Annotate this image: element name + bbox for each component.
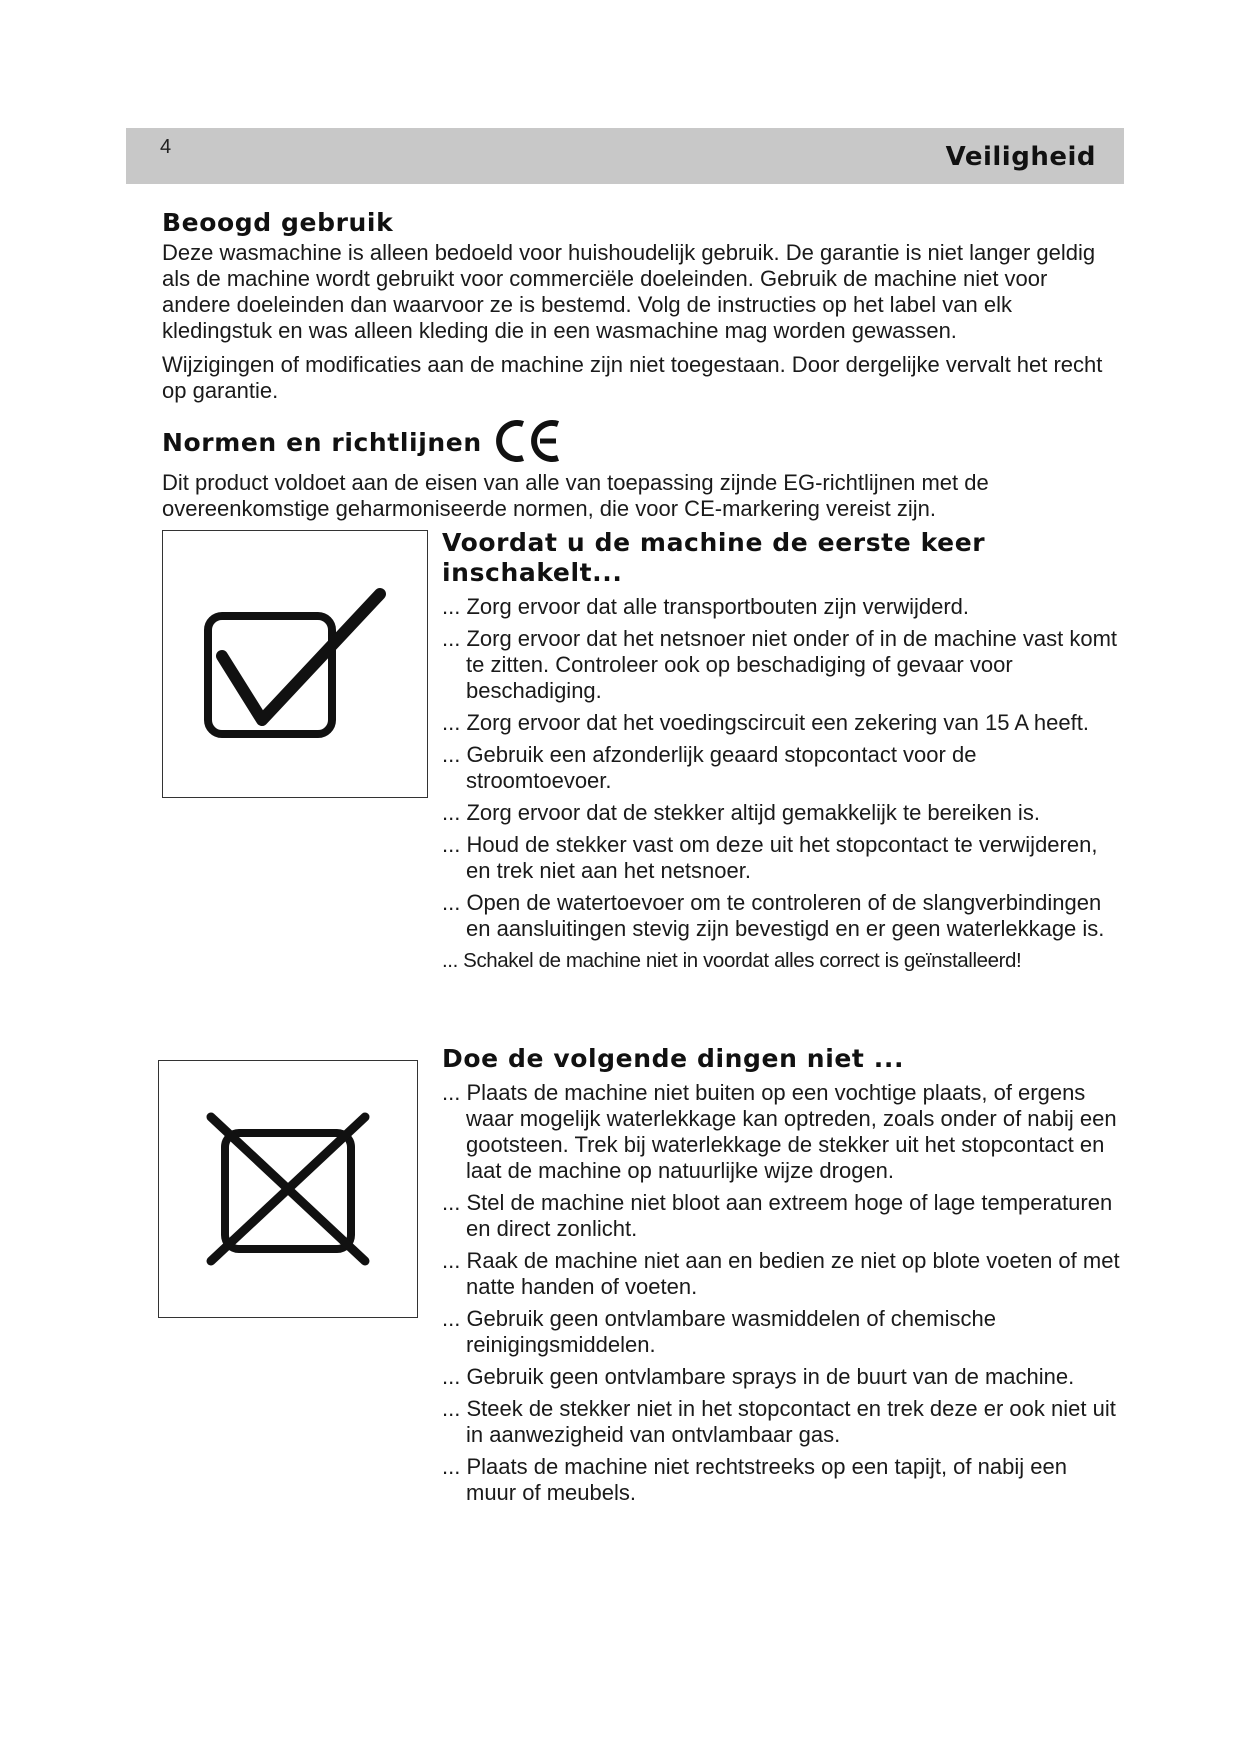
- list-item: ... Houd de stekker vast om deze uit het stopcontact te verwijderen, en trek niet aan het netsnoer.: [442, 832, 1098, 883]
- list-item: ... Plaats de machine niet buiten op een vochtige plaats, of ergens waar mogelijk waterlekkage kan optreden, zoals onder of nabij een gootsteen. Trek bij waterlekkage de stekker uit het stopcontact en laat de machine op natuurlijke wijze drogen.: [442, 1080, 1117, 1183]
- before-first-use-list: [442, 594, 1122, 974]
- intended-use-heading: Beoogd gebruik: [162, 208, 394, 237]
- standards-paragraph: Dit product voldoet aan de eisen van alle van toepassing zijnde EG-richtlijnen met de overeenkomstige geharmoniseerde normen, die voor CE-markering vereist zijn.: [162, 470, 989, 521]
- before-first-use-text: [442, 528, 1122, 980]
- standards-heading-row: [162, 418, 1122, 468]
- intended-use-paragraph-1: Deze wasmachine is alleen bedoeld voor huishoudelijk gebruik. De garantie is niet langer geldig als de machine wordt gebruikt voor commerciële doeleinden. Gebruik de machine niet voor andere doeleinden dan waarvoor ze is bestemd. Volg de instructies op het label van elk kledingstuk en was alleen kleding die in een wasmachine mag worden gewassen.: [162, 240, 1096, 343]
- section-title: Veiligheid: [945, 142, 1096, 172]
- standards-heading: Normen en richtlijnen: [162, 428, 482, 457]
- list-item: ... Stel de machine niet bloot aan extreem hoge of lage temperaturen en direct zonlicht.: [442, 1190, 1113, 1241]
- list-item: ... Raak de machine niet aan en bedien ze niet op blote voeten of met natte handen of voeten.: [442, 1248, 1120, 1299]
- list-item: ... Zorg ervoor dat het voedingscircuit een zekering van 15 A heeft.: [442, 710, 1089, 735]
- before-first-use-heading: Voordat u de machine de eerste keer inschakelt...: [442, 528, 986, 587]
- page-number: 4: [160, 136, 172, 158]
- intended-use-paragraph-2: Wijzigingen of modificaties aan de machine zijn niet toegestaan. Door dergelijke vervalt het recht op garantie.: [162, 352, 1103, 403]
- list-item: ... Plaats de machine niet rechtstreeks op een tapijt, of nabij een muur of meubels.: [442, 1454, 1067, 1505]
- do-not-text: [442, 1044, 1122, 1512]
- do-not-heading: Doe de volgende dingen niet ...: [442, 1044, 905, 1073]
- list-item: ... Gebruik een afzonderlijk geaard stopcontact voor de stroomtoevoer.: [442, 742, 977, 793]
- list-item: ... Steek de stekker niet in het stopcontact en trek deze er ook niet uit in aanwezigheid van ontvlambaar gas.: [442, 1396, 1116, 1447]
- list-item: ... Zorg ervoor dat alle transportbouten zijn verwijderd.: [442, 594, 970, 619]
- list-item: ... Gebruik geen ontvlambare wasmiddelen of chemische reinigingsmiddelen.: [442, 1306, 996, 1357]
- crossed-box-icon: [158, 1060, 418, 1318]
- list-item: ... Zorg ervoor dat het netsnoer niet onder of in de machine vast komt te zitten. Controleer ook op beschadiging of gevaar voor beschadiging.: [442, 626, 1118, 703]
- checkmark-box-icon: [162, 530, 428, 798]
- list-item: ... Gebruik geen ontvlambare sprays in de buurt van de machine.: [442, 1364, 1075, 1389]
- list-item: ... Schakel de machine niet in voordat alles correct is geïnstalleerd!: [442, 949, 1022, 972]
- do-not-list: [442, 1080, 1122, 1506]
- list-item: ... Zorg ervoor dat de stekker altijd gemakkelijk te bereiken is.: [442, 800, 1040, 825]
- header-bar: [126, 128, 1124, 184]
- ce-mark-icon: [496, 418, 566, 468]
- intro-content: [162, 208, 1122, 530]
- list-item: ... Open de watertoevoer om te controleren of de slangverbindingen en aansluitingen stevig zijn bevestigd en er geen waterlekkage is.: [442, 890, 1105, 941]
